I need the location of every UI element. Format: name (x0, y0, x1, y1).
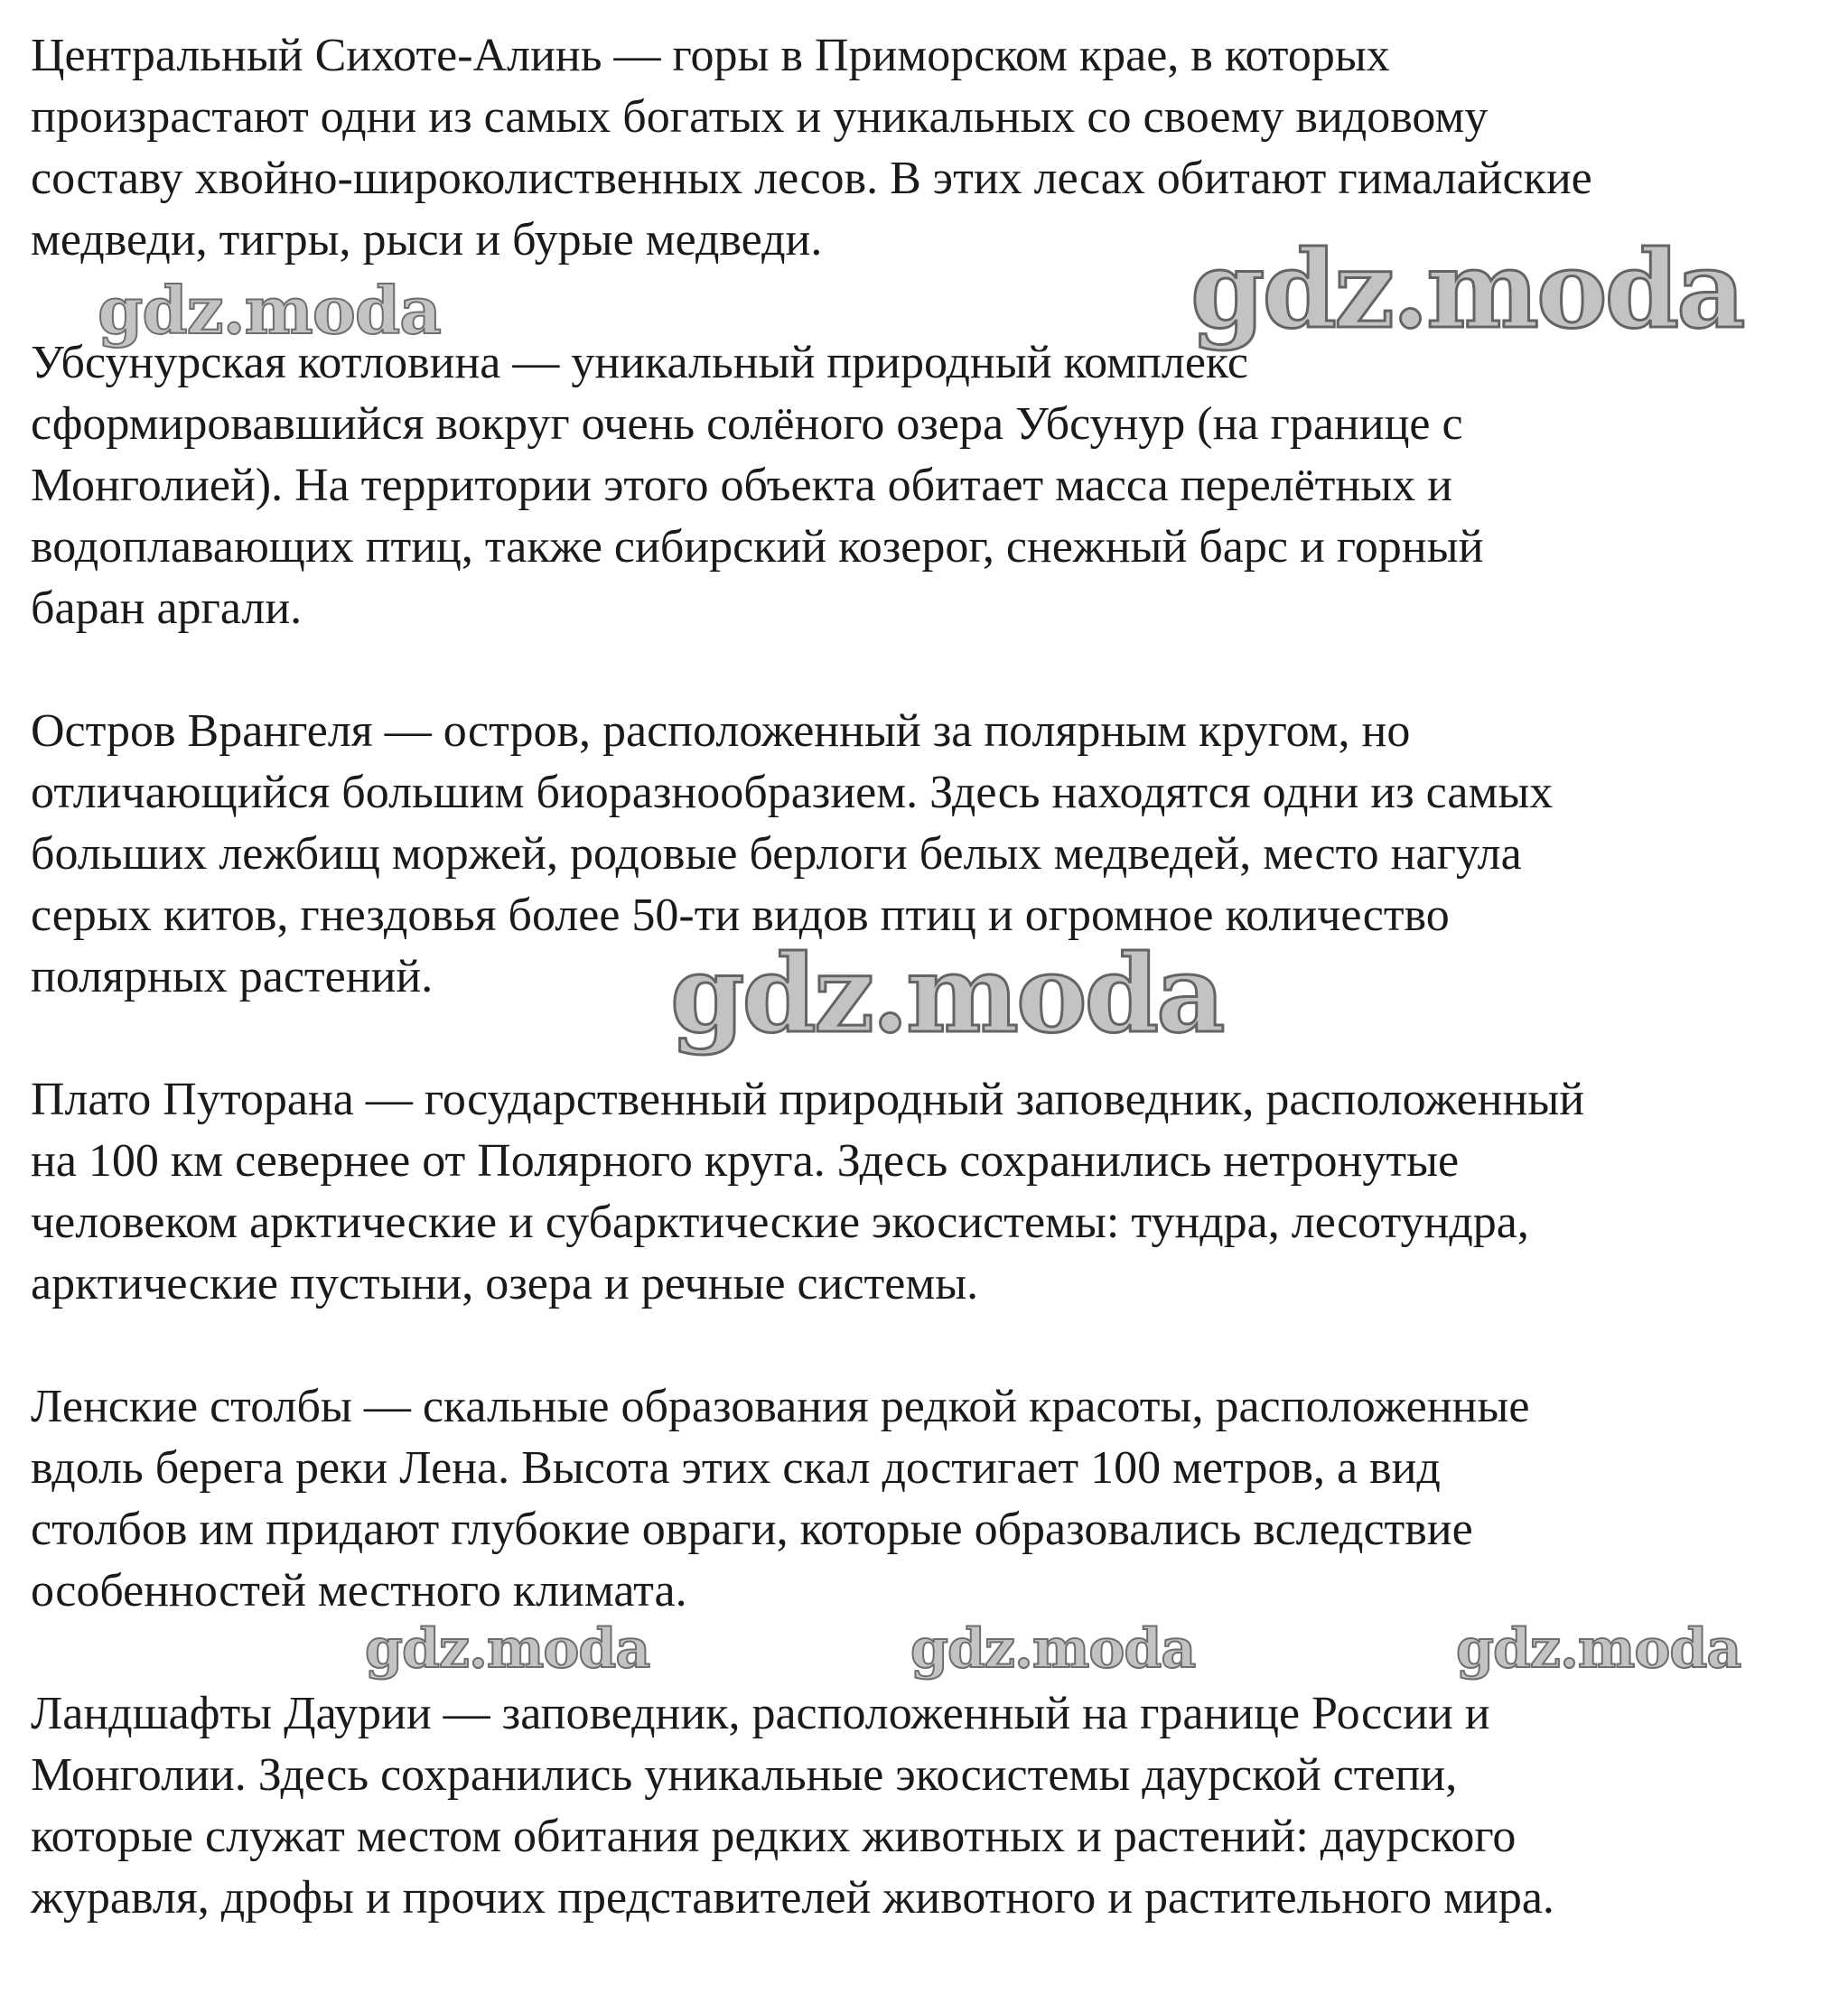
text-line: столбов им придают глубокие овраги, которые образовались вследствие (31, 1504, 1473, 1555)
text-line: больших лежбищ моржей, родовые берлоги белых медведей, место нагула (31, 828, 1522, 880)
text-line: особенностей местного климата. (31, 1565, 687, 1617)
paragraph-lena-pillars (31, 1376, 1828, 1622)
text-line: арктические пустыни, озера и речные системы. (31, 1258, 979, 1309)
text-line: на 100 км севернее от Полярного круга. Здесь сохранились нетронутые (31, 1135, 1460, 1187)
text-line: журавля, дрофы и прочих представителей животного и растительного мира. (31, 1872, 1554, 1924)
text-line: баран аргали. (31, 582, 303, 634)
text-line: произрастают одни из самых богатых и уникальных со своему видовому (31, 91, 1489, 143)
text-line: отличающийся большим биоразнообразием. Здесь находятся одни из самых (31, 767, 1554, 818)
paragraph-gap (31, 1315, 1828, 1376)
paragraph-putorana (31, 1069, 1828, 1315)
paragraph-gap (31, 1617, 1828, 1683)
paragraph-ubsunur (31, 332, 1828, 639)
text-line: Центральный Сихоте-Алинь — горы в Приморском крае, в которых (31, 30, 1390, 81)
paragraph-sikhote-alin (31, 25, 1828, 271)
text-line: Монголии. Здесь сохранились уникальные экосистемы даурской степи, (31, 1749, 1458, 1801)
paragraph-dauria (31, 1683, 1828, 1929)
watermark: gdz.moda (98, 272, 441, 349)
watermark: gdz.moda (365, 1617, 650, 1681)
watermark: gdz.moda (910, 1617, 1196, 1681)
text-line: Ландшафты Даурии — заповедник, расположенный на границе России и (31, 1688, 1490, 1739)
text-line: Плато Путорана — государственный природный заповедник, расположенный (31, 1074, 1585, 1125)
paragraph-gap (31, 271, 1828, 332)
text-line: человеком арктические и субарктические экосистемы: тундра, лесотундра, (31, 1197, 1529, 1248)
text-line: сформировавшийся вокруг очень солёного озера Убсунур (на границе с (31, 398, 1463, 450)
text-line: составу хвойно-широколиственных лесов. В этих лесах обитают гималайские (31, 153, 1592, 204)
paragraph-gap (31, 639, 1828, 701)
watermark: gdz.moda (1190, 227, 1743, 352)
watermark: gdz.moda (670, 931, 1223, 1057)
text-line: полярных растений. (31, 951, 434, 1002)
text-line: серых китов, гнездовья более 50-ти видов птиц и огромное количество (31, 890, 1450, 941)
text-line: Убсунурская котловина — уникальный природный комплекс (31, 337, 1248, 388)
document-body (31, 25, 1828, 1929)
text-line: Ленские столбы — скальные образования редкой красоты, расположенные (31, 1381, 1530, 1432)
paragraph-gap (31, 1008, 1828, 1069)
text-line: водоплавающих птиц, также сибирский козерог, снежный барс и горный (31, 521, 1484, 573)
watermark: gdz.moda (1456, 1617, 1741, 1681)
text-line: Монголией). На территории этого объекта обитает масса перелётных и (31, 460, 1452, 511)
paragraph-wrangel (31, 701, 1828, 1008)
text-line: которые служат местом обитания редких животных и растений: даурского (31, 1811, 1517, 1862)
text-line: вдоль берега реки Лена. Высота этих скал достигает 100 метров, а вид (31, 1442, 1441, 1494)
text-line: Остров Врангеля — остров, расположенный за полярным кругом, но (31, 705, 1411, 757)
text-line: медведи, тигры, рыси и бурые медведи. (31, 214, 823, 266)
